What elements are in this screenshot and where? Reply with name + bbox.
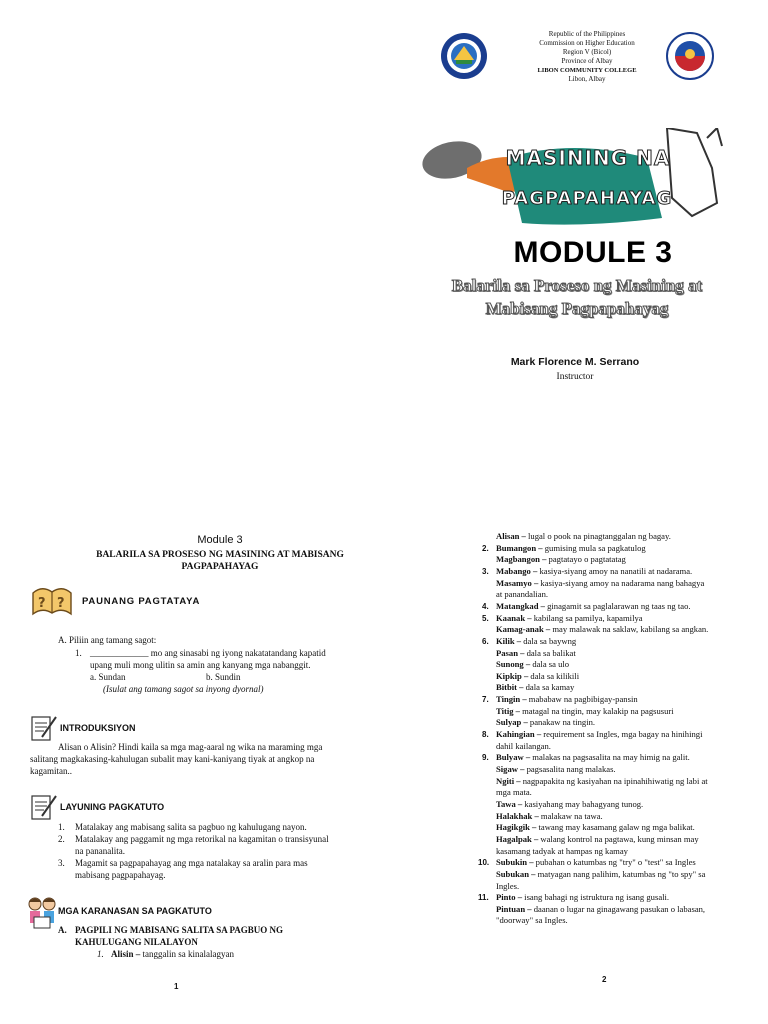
intro-line1: Alisan o Alisin? Hindi kaila sa mga mag-aaral ng wika na maraming mga: [58, 742, 323, 752]
definition: may malawak na saklaw, kabilang sa angkan.: [550, 624, 709, 635]
term: Pasan –: [496, 647, 525, 658]
definition: dala sa balikat: [524, 647, 576, 658]
definition: requirement sa Ingles, mga bagay na hinihingi: [541, 729, 703, 740]
list-item: [496, 741, 551, 752]
term: Pinto –: [496, 892, 523, 903]
definition: malakas na pagsasalita na may himig na galit.: [530, 752, 690, 763]
page1-title-line2: PAGPAPAHAYAG: [181, 562, 259, 572]
definition: dahil kailangan.: [496, 740, 551, 751]
list-item: [496, 636, 576, 647]
layunin-item-num: 1.: [58, 822, 65, 832]
term: Tingin –: [496, 694, 527, 705]
list-item: [496, 613, 643, 624]
term: Sulyap –: [496, 717, 528, 728]
svg-text:?: ?: [57, 596, 65, 611]
layunin-item-2: Matalakay ang paggamit ng mga retorikal na kagamitan o transisyunal: [75, 834, 329, 844]
instruction-a: A. Piliin ang tamang sagot:: [58, 635, 157, 645]
list-item: [496, 764, 616, 775]
term: Halakhak –: [496, 810, 539, 821]
q1-line2: upang muli mong ulitin sa amin ang kanyang mga nabanggit.: [90, 660, 311, 670]
term: Sigaw –: [496, 764, 525, 774]
term: Tawa –: [496, 798, 523, 809]
list-number: 3.: [482, 566, 489, 576]
layunin-item-1: Matalakay ang mabisang salita sa pagbuo ng kahulugang nayon.: [75, 822, 307, 832]
definition: pubahan o katumbas ng "try" o "test" sa Ingles: [533, 857, 696, 868]
students-icon: [24, 895, 60, 934]
list-item: [496, 787, 532, 798]
banner-title-line1: MASINING NA: [505, 146, 671, 170]
pencil-paper-icon: [28, 792, 58, 825]
list-number: 10.: [478, 858, 490, 868]
page-number: 1: [174, 982, 179, 991]
svg-text:?: ?: [38, 596, 46, 611]
karanasan-item1: [111, 948, 234, 960]
definition: isang bahagi ng istruktura ng isang gusali.: [522, 892, 670, 903]
header-region: Region V (Bicol): [562, 48, 612, 56]
definition: "doorway" sa Ingles.: [496, 915, 568, 926]
definition: dala sa kamay: [523, 682, 575, 693]
list-item: [496, 543, 646, 554]
layunin-item-3-cont: mabisang pagpapahayag.: [75, 870, 166, 880]
definition: pagtatayo o pagtatatag: [546, 554, 626, 565]
list-item: [496, 624, 708, 635]
list-item: [496, 589, 548, 600]
list-item: [496, 682, 574, 693]
list-item: [496, 648, 576, 659]
author-name: Mark Florence M. Serrano: [510, 356, 640, 368]
term: Hagalpak –: [496, 833, 539, 844]
definition: at panandalian.: [496, 589, 549, 600]
header-republic: Republic of the Philippines: [548, 30, 626, 38]
list-number: 5.: [482, 613, 489, 623]
list-item: [496, 892, 669, 903]
definition: kasiya-siyang amoy na nadarama nang bahagya: [538, 577, 705, 588]
list-number: 11.: [478, 893, 489, 903]
term: Titig –: [496, 705, 520, 716]
paunang-heading: PAUNANG PAGTATAYA: [82, 596, 201, 607]
list-item: [496, 881, 519, 892]
list-item: [496, 706, 674, 717]
term: Magbangon –: [496, 554, 547, 565]
karanasan-a-line2: KAHULUGANG NILALAYON: [75, 937, 198, 947]
definition: dala sa kilikili: [528, 670, 580, 681]
definition: gumising mula sa pagkatulog: [542, 542, 646, 553]
list-number: 9.: [482, 753, 489, 763]
list-item: [496, 694, 638, 705]
header-ched: Commission on Higher Education: [539, 39, 635, 47]
answer-note: (Isulat ang tamang sagot sa inyong dyornal): [103, 684, 264, 694]
term: Bumangon –: [496, 542, 543, 553]
list-number: 2.: [482, 543, 489, 553]
list-number: 6.: [482, 636, 489, 646]
layunin-item-num: 2.: [58, 834, 65, 844]
term: Alisin –: [111, 949, 141, 959]
list-item: [496, 904, 705, 915]
term: Subukin –: [496, 857, 534, 868]
definition: tawang may kasamang galaw ng mga balikat.: [536, 822, 695, 833]
list-item: [496, 554, 626, 565]
term: Kilik –: [496, 635, 522, 646]
definition: daanan o lugar na ginagawang pasukan o labasan,: [531, 903, 706, 914]
intro-heading: INTRODUKSIYON: [60, 723, 136, 733]
list-item: [496, 834, 699, 845]
term: Hagikgik –: [496, 822, 537, 833]
definition: walang kontrol na pagtawa, kung minsan may: [538, 833, 699, 844]
definition: kasiyahang may bahagyang tunog.: [522, 798, 644, 809]
list-item: [496, 776, 708, 787]
definition: kabilang sa pamilya, kapamilya: [531, 612, 643, 623]
layunin-heading: LAYUNING PAGKATUTO: [60, 802, 165, 812]
pencil-paper-icon: [28, 713, 58, 746]
list-item: [496, 578, 704, 589]
list-item: [496, 729, 702, 740]
layunin-item-num: 3.: [58, 858, 65, 868]
definition: nagpapakita ng kasiyahan na ipinahihiwatig ng labi at: [520, 775, 708, 786]
term: Kamag-anak –: [496, 624, 551, 635]
term: Kaanak –: [496, 612, 532, 623]
q1-line1: _____________ mo ang sinasabi ng iyong nakatatandang kapatid: [90, 648, 326, 658]
page1-title-line1: BALARILA SA PROSESO NG MASINING AT MABISANG: [96, 550, 344, 560]
definition: kasamang tadyak at hampas ng kamay: [496, 845, 628, 856]
term: Bitbit –: [496, 682, 524, 693]
layunin-item-3: Magamit sa pagpapahayag ang mga natalakay sa aralin para mas: [75, 858, 308, 868]
karanasan-a-line1: PAGPILI NG MABISANG SALITA SA PAGBUO NG: [75, 925, 284, 935]
list-item: [496, 857, 696, 868]
definition: matagal na tingin, may kalakip na pagsusuri: [519, 705, 674, 716]
list-item: [496, 752, 690, 763]
list-item: [496, 915, 568, 926]
term: Ngiti –: [496, 775, 521, 786]
term: Subukan –: [496, 868, 536, 879]
list-item: [496, 869, 705, 880]
karanasan-a-label: A.: [58, 925, 67, 935]
term: Masamyo –: [496, 577, 539, 588]
karanasan-heading: MGA KARANASAN SA PAGKATUTO: [58, 906, 212, 916]
course-banner: [412, 128, 742, 238]
ched-seal-icon: [666, 32, 714, 80]
term: Sunong –: [496, 659, 531, 670]
list-item: [496, 799, 643, 810]
list-item: [496, 822, 695, 833]
list-item: [496, 671, 579, 682]
list-item: [496, 846, 628, 857]
header-province: Province of Albay: [561, 57, 613, 65]
page-number: 2: [602, 975, 607, 984]
term: Pintuan –: [496, 903, 532, 914]
module-title: MODULE 3: [513, 236, 673, 269]
intro-line3: kagamitan..: [30, 766, 72, 776]
layunin-item-2-cont: na pananalita.: [75, 846, 125, 856]
list-number: 4.: [482, 601, 489, 611]
module-subtitle-line1: Balarila sa Proseso ng Masining at: [451, 276, 703, 295]
term: Kipkip –: [496, 670, 529, 681]
header-town: Libon, Albay: [568, 75, 606, 83]
list-number: 8.: [482, 730, 489, 740]
term: Alisan –: [496, 531, 526, 541]
header-college: LIBON COMMUNITY COLLEGE: [537, 67, 637, 74]
banner-title-line2: PAGPAPAHAYAG: [501, 188, 673, 209]
definition: Ingles.: [496, 880, 520, 891]
definition: pagsasalita nang malakas.: [524, 764, 616, 774]
definition: matyagan nang palihim, katumbas ng "to spy" sa: [535, 868, 706, 879]
term: Bulyaw –: [496, 752, 531, 763]
option-b: b. Sundin: [206, 672, 241, 682]
list-item: [496, 531, 671, 542]
book-icon: [30, 583, 74, 622]
list-number: 7.: [482, 695, 489, 705]
libon-college-seal-icon: [440, 32, 488, 80]
term: Matangkad –: [496, 600, 545, 611]
definition: kasiya-siyang amoy na nanatili at nadarama.: [537, 565, 693, 576]
term: Mabango –: [496, 565, 538, 576]
q1-number: 1.: [75, 648, 82, 658]
definition: lugal o pook na pinagtanggalan ng bagay.: [525, 531, 671, 541]
definition: dala sa ulo: [530, 659, 570, 670]
option-a: a. Sundan: [90, 672, 126, 682]
module-label: Module 3: [197, 534, 243, 546]
definition: malakaw na tawa.: [538, 810, 603, 821]
list-item: [496, 566, 692, 577]
definition: tanggalin sa kinalalagyan: [140, 949, 234, 959]
intro-line2: salitang magkakasing-kahulugan subalit may kani-kaniyang tiyak at angkop na: [30, 754, 315, 764]
definition: mababaw na pagbibigay-pansin: [526, 694, 638, 705]
author-role: Instructor: [556, 372, 594, 382]
list-item: [496, 659, 569, 670]
definition: dala sa baywng: [521, 635, 577, 646]
definition: ginagamit sa paglalarawan ng taas ng tao.: [544, 600, 691, 611]
list-item: [496, 717, 595, 728]
definition: mga mata.: [496, 787, 532, 798]
list-item: [496, 811, 603, 822]
module-subtitle-line2: Mabisang Pagpapahayag: [485, 299, 669, 318]
term: Kahingian –: [496, 729, 542, 740]
list-item: [496, 601, 691, 612]
karanasan-item1-num: 1.: [97, 949, 104, 959]
definition: panakaw na tingin.: [527, 717, 596, 728]
